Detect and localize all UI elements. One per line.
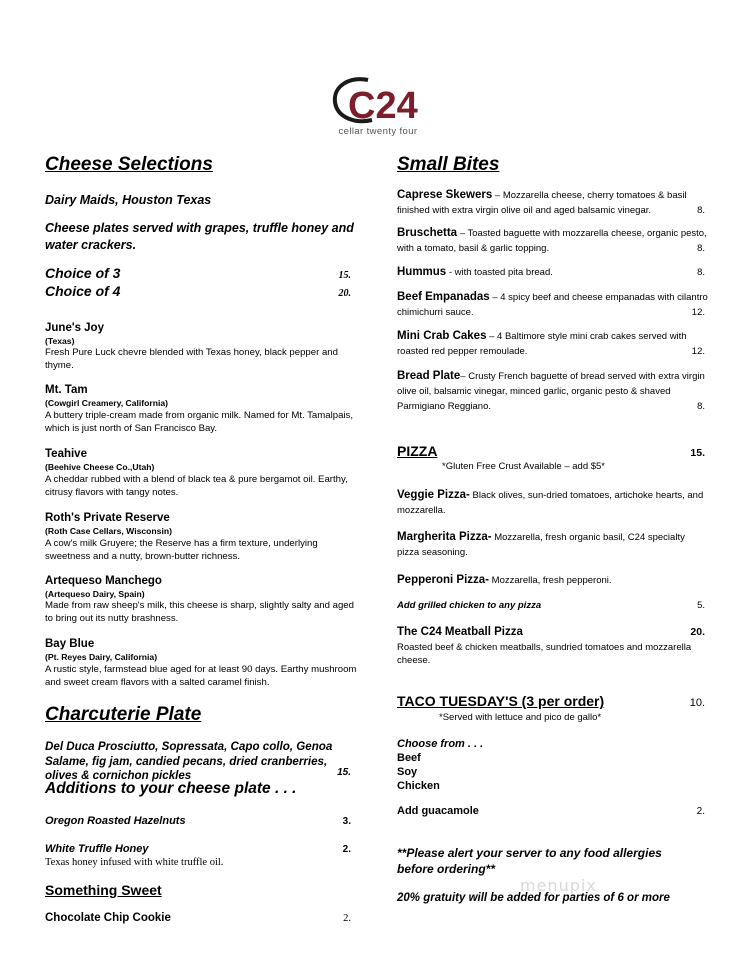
cheese-desc: A rustic style, farmstead blue aged for at least 90 days. Earthy mushroom and sweet cream flavors with a salted caramel finish. bbox=[45, 664, 357, 688]
small-bite-desc: – Mozzarella cheese, cherry tomatoes & basil finished with extra virgin olive oil and aged balsamic vinegar. bbox=[397, 190, 687, 216]
small-bites-title: Small Bites bbox=[397, 154, 500, 175]
charcuterie-price: 15. bbox=[337, 767, 351, 778]
charcuterie-title: Charcuterie Plate bbox=[45, 704, 202, 725]
cheese-origin: (Pt. Reyes Dairy, California) bbox=[45, 652, 158, 662]
small-bite-item bbox=[397, 290, 709, 320]
pizza-name: Pepperoni Pizza- bbox=[397, 574, 490, 586]
small-bite-price: 12. bbox=[691, 346, 705, 357]
logo-tagline: cellar twenty four bbox=[338, 126, 418, 137]
small-bite-item bbox=[397, 188, 709, 218]
left-column bbox=[45, 0, 357, 971]
choice-label: Choice of 4 bbox=[45, 283, 121, 299]
choice-price: 20. bbox=[338, 288, 351, 299]
choice-row bbox=[45, 283, 357, 299]
cheese-name: Bay Blue bbox=[45, 638, 95, 650]
small-bite-item bbox=[397, 369, 709, 414]
charcuterie-desc: Del Duca Prosciutto, Sopressata, Capo collo, Genoa Salame, fig jam, candied pecans, dried cranberries, olives & cornichon pickles bbox=[45, 740, 333, 782]
logo-mark-text: C24 bbox=[348, 85, 418, 127]
meatball-desc: Roasted beef & chicken meatballs, sundried tomatoes and mozzarella cheese. bbox=[397, 642, 692, 666]
small-bite-name: Bruschetta bbox=[397, 227, 458, 239]
pizza-item bbox=[397, 573, 709, 588]
cheese-origin: (Roth Case Cellars, Wisconsin) bbox=[45, 526, 172, 536]
small-bite-item bbox=[397, 265, 709, 280]
small-bite-price: 8. bbox=[697, 205, 705, 216]
cheese-source: Dairy Maids, Houston Texas bbox=[45, 193, 212, 207]
pizza-desc: Black olives, sun-dried tomatoes, artichoke hearts, and mozzarella. bbox=[397, 490, 704, 516]
watermark: menupix bbox=[520, 876, 597, 895]
taco-header bbox=[397, 693, 709, 709]
cheese-name: Teahive bbox=[45, 448, 87, 460]
taco-option: Chicken bbox=[397, 780, 440, 792]
cheese-origin: (Cowgirl Creamery, California) bbox=[45, 398, 169, 408]
cheese-origin: (Beehive Cheese Co.,Utah) bbox=[45, 462, 155, 472]
small-bite-name: Caprese Skewers bbox=[397, 189, 493, 201]
meatball-price: 20. bbox=[690, 626, 705, 638]
cheese-desc: Made from raw sheep's milk, this cheese is sharp, slightly salty and aged to bring out its nutty brashness. bbox=[45, 600, 354, 624]
pizza-item bbox=[397, 530, 709, 560]
cheese-name: June's Joy bbox=[45, 322, 104, 334]
taco-note: *Served with lettuce and pico de gallo* bbox=[439, 712, 602, 723]
small-bite-price: 8. bbox=[697, 243, 705, 254]
gratuity-note: 20% gratuity will be added for parties of 6 or more bbox=[397, 892, 670, 904]
cheese-desc: A cheddar rubbed with a blend of black tea & pure bergamot oil. Earthy, citrusy flavors with tangy notes. bbox=[45, 474, 348, 498]
small-bite-price: 8. bbox=[697, 401, 705, 412]
taco-option: Beef bbox=[397, 752, 421, 764]
small-bite-desc: - with toasted pita bread. bbox=[446, 267, 553, 278]
pizza-item bbox=[397, 488, 709, 518]
small-bite-desc: – Crusty French baguette of bread served with extra virgin olive oil, balsamic vinegar, minced garlic, organic pesto & shaved Parmigiano Reggiano. bbox=[397, 371, 705, 412]
sweet-row bbox=[45, 912, 357, 924]
small-bite-name: Beef Empanadas bbox=[397, 291, 490, 303]
choice-price: 15. bbox=[338, 270, 351, 281]
pizza-title: PIZZA bbox=[397, 443, 438, 459]
addition-price: 3. bbox=[342, 816, 351, 827]
cheese-desc: A cow's milk Gruyere; the Reserve has a firm texture, underlying sweetness and a nutty, brown-butter richness. bbox=[45, 538, 318, 562]
small-bite-desc: – 4 spicy beef and cheese empanadas with cilantro chimichurri sauce. bbox=[397, 292, 708, 318]
sweet-name: Chocolate Chip Cookie bbox=[45, 912, 171, 924]
chicken-add-row bbox=[397, 600, 709, 611]
small-bite-desc: – Toasted baguette with mozzarella cheese, organic pesto, with a tomato, basil & garlic topping. bbox=[397, 228, 707, 254]
choice-label: Choice of 3 bbox=[45, 265, 121, 281]
right-column bbox=[397, 0, 709, 971]
choice-row bbox=[45, 265, 357, 281]
cheese-origin: (Artequeso Dairy, Spain) bbox=[45, 589, 145, 599]
addition-name: Oregon Roasted Hazelnuts bbox=[45, 815, 186, 827]
chicken-price: 5. bbox=[697, 600, 705, 611]
cheese-desc: Fresh Pure Luck chevre blended with Texas honey, black pepper and thyme. bbox=[45, 347, 338, 371]
pizza-desc: Mozzarella, fresh pepperoni. bbox=[489, 575, 612, 586]
pizza-name: Margherita Pizza- bbox=[397, 531, 492, 543]
pizza-price: 15. bbox=[690, 447, 705, 459]
taco-choose: Choose from . . . bbox=[397, 738, 484, 750]
small-bite-item bbox=[397, 226, 709, 256]
sweet-price: 2. bbox=[343, 913, 351, 924]
cheese-name: Mt. Tam bbox=[45, 384, 88, 396]
pizza-name: Veggie Pizza- bbox=[397, 489, 470, 501]
cheese-desc: A buttery triple-cream made from organic milk. Named for Mt. Tamalpais, which is just north of San Francisco Bay. bbox=[45, 410, 353, 434]
charcuterie-block bbox=[45, 740, 357, 784]
sweet-title: Something Sweet bbox=[45, 882, 162, 898]
small-bite-price: 12. bbox=[691, 307, 705, 318]
cheese-name: Artequeso Manchego bbox=[45, 575, 162, 587]
guac-label: Add guacamole bbox=[397, 805, 479, 817]
cheese-note: Cheese plates served with grapes, truffle honey and water crackers. bbox=[45, 221, 354, 252]
small-bite-price: 8. bbox=[697, 267, 705, 278]
chicken-add: Add grilled chicken to any pizza bbox=[397, 600, 542, 611]
addition-row bbox=[45, 815, 357, 827]
cheese-origin: (Texas) bbox=[45, 336, 75, 346]
small-bite-name: Bread Plate bbox=[397, 370, 461, 382]
addition-price: 2. bbox=[342, 844, 351, 855]
addition-desc: Texas honey infused with white truffle oil. bbox=[45, 857, 224, 868]
pizza-header bbox=[397, 443, 709, 459]
small-bite-desc: – 4 Baltimore style mini crab cakes served with roasted red pepper remoulade. bbox=[397, 331, 687, 357]
cheese-title: Cheese Selections bbox=[45, 154, 213, 175]
pizza-desc: Mozzarella, fresh organic basil, C24 specialty pizza seasoning. bbox=[397, 532, 685, 558]
small-bite-name: Hummus bbox=[397, 266, 447, 278]
addition-row bbox=[45, 843, 357, 855]
gluten-note: *Gluten Free Crust Available – add $5* bbox=[442, 461, 606, 472]
allergy-note: **Please alert your server to any food allergies before ordering** bbox=[397, 846, 662, 876]
small-bite-name: Mini Crab Cakes bbox=[397, 330, 487, 342]
addition-name: White Truffle Honey bbox=[45, 843, 149, 855]
guac-price: 2. bbox=[696, 806, 705, 817]
taco-price: 10. bbox=[689, 697, 705, 709]
meatball-row bbox=[397, 626, 709, 638]
additions-title: Additions to your cheese plate . . . bbox=[45, 780, 297, 797]
taco-title: TACO TUESDAY'S (3 per order) bbox=[397, 693, 605, 709]
meatball-name: The C24 Meatball Pizza bbox=[397, 626, 523, 638]
cheese-name: Roth's Private Reserve bbox=[45, 512, 170, 524]
small-bite-item bbox=[397, 329, 709, 359]
guac-row bbox=[397, 805, 709, 817]
taco-option: Soy bbox=[397, 766, 418, 778]
